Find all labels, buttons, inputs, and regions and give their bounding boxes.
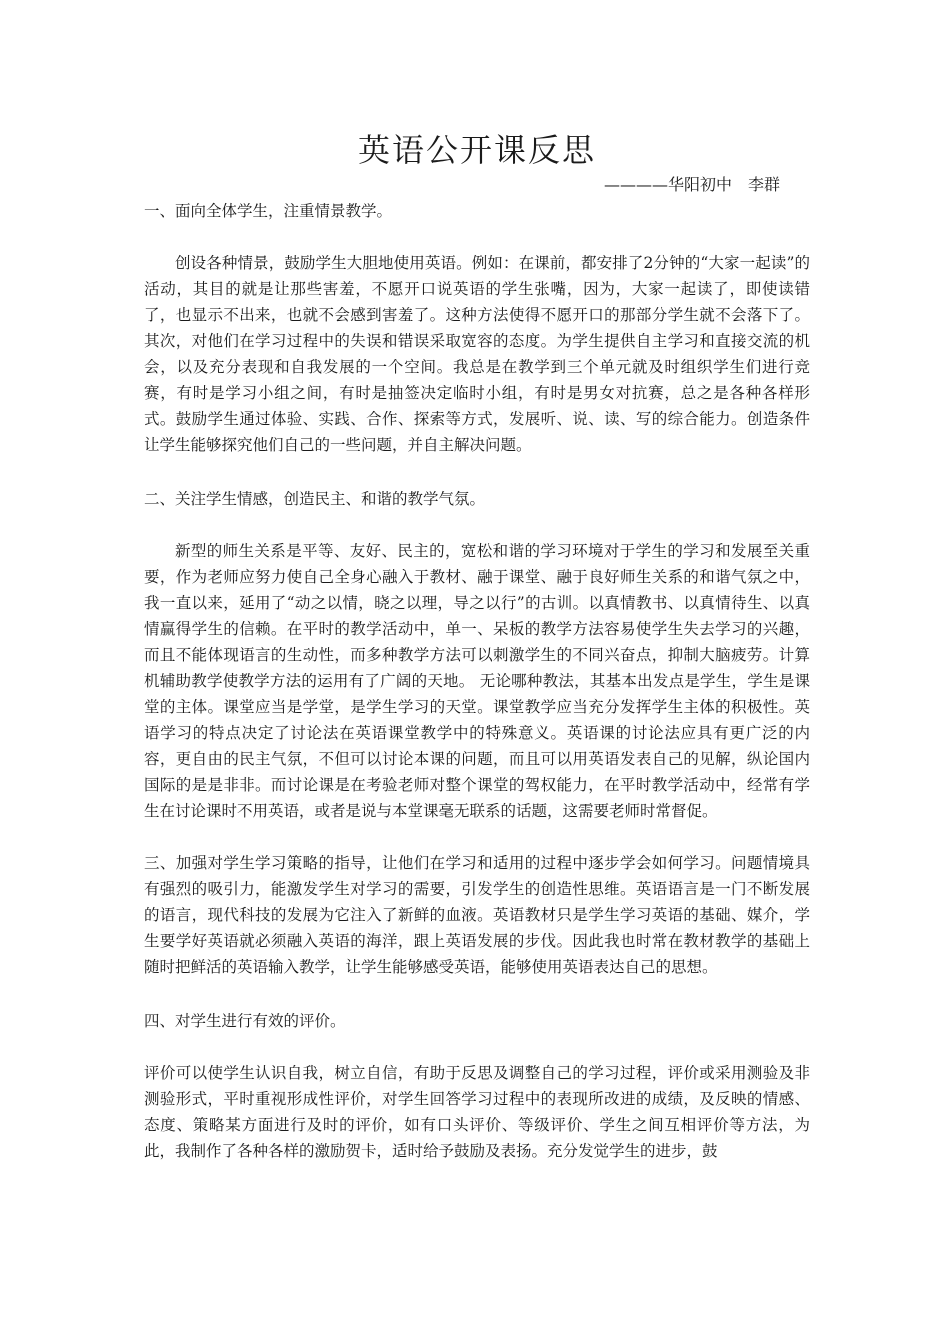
document-page	[144, 128, 810, 1164]
spacer	[144, 1034, 810, 1060]
spacer	[144, 980, 810, 1006]
section-1-body: 创设各种情景，鼓励学生大胆地使用英语。例如：在课前，都安排了2分钟的“大家一起读”的活动，其目的就是让那些害羞，不愿开口说英语的学生张嘴，因为，大家一起读了，即使读错了，也显示不出来，也就不会感到害羞了。这种方法使得不愿开口的那部分学生就不会落下了。其次，对他们在学习过程中的失误和错误采取宽容的态度。为学生提供自主学习和直接交流的机会，以及充分表现和自我发展的一个空间。我总是在教学到三个单元就及时组织学生们进行竞赛，有时是学习小组之间，有时是抽签决定临时小组，有时是男女对抗赛，总之是各种各样形式。鼓励学生通过体验、实践、合作、探索等方式，发展听、说、读、写的综合能力。创造条件让学生能够探究他们自己的一些问题，并自主解决问题。	[144, 254, 810, 454]
section-3-body: 三、加强对学生学习策略的指导，让他们在学习和适用的过程中逐步学会如何学习。问题情境具有强烈的吸引力，能激发学生对学习的需要，引发学生的创造性思维。英语语言是一门不断发展的语言，现代科技的发展为它注入了新鲜的血液。英语教材只是学生学习英语的基础、媒介，学生要学好英语就必须融入英语的海洋，跟上英语发展的步伐。因此我也时常在教材教学的基础上随时把鲜活的英语输入教学，让学生能够感受英语，能够使用英语表达自己的思想。	[144, 854, 810, 976]
spacer	[144, 224, 810, 250]
document-title: 英语公开课反思	[357, 131, 596, 169]
section-4-body: 评价可以使学生认识自我，树立自信，有助于反思及调整自己的学习过程，评价或采用测验及非测验形式，平时重视形成性评价，对学生回答学习过程中的表现所改进的成绩，及反映的情感、态度、策略某方面进行及时的评价，如有口头评价、等级评价、学生之间互相评价等方法，为此，我制作了各种各样的激励贺卡，适时给予鼓励及表扬。充分发觉学生的进步，鼓	[144, 1064, 810, 1160]
spacer	[144, 458, 810, 484]
spacer	[144, 824, 810, 850]
section-2-body: 新型的师生关系是平等、友好、民主的，宽松和谐的学习环境对于学生的学习和发展至关重要，作为老师应努力使自己全身心融入于教材、融于课堂、融于良好师生关系的和谐气氛之中，我一直以来，延用了“动之以情，晓之以理，导之以行”的古训。以真情教书、以真情待生、以真情赢得学生的信赖。在平时的教学活动中，单一、呆板的教学方法容易使学生失去学习的兴趣，而且不能体现语言的生动性，而多种教学方法可以刺激学生的不同兴奋点，抑制大脑疲劳。计算机辅助教学使教学方法的运用有了广阔的天地。 无论哪种教法，其基本出发点是学生，学生是课堂的主体。课堂应当是学堂，是学生学习的天堂。课堂教学应当充分发挥学生主体的积极性。英语学习的特点决定了讨论法在英语课堂教学中的特殊意义。英语课的讨论法应具有更广泛的内容，更自由的民主气氛，不但可以讨论本课的问题，而且可以用英语发表自己的见解，纵论国内国际的是是非非。而讨论课是在考验老师对整个课堂的驾权能力，在平时教学活动中，经常有学生在讨论课时不用英语，或者是说与本堂课毫无联系的话题，这需要老师时常督促。	[144, 542, 810, 820]
section-4-heading: 四、对学生进行有效的评价。	[144, 1012, 346, 1030]
section-1-heading: 一、面向全体学生，注重情景教学。	[144, 202, 393, 220]
spacer	[144, 512, 810, 538]
author-line: ————华阳初中 李群	[603, 175, 780, 194]
section-2-heading: 二、关注学生情感，创造民主、和谐的教学气氛。	[144, 490, 486, 508]
